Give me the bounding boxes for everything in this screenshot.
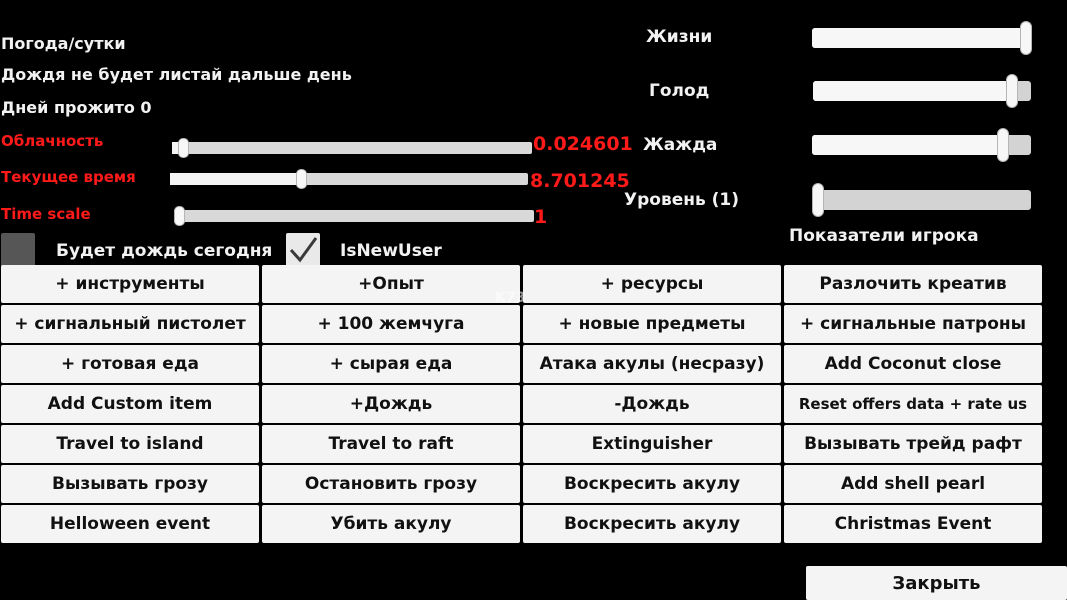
cloudiness-label: Облачность	[1, 132, 104, 150]
reset-offers-button[interactable]: Reset offers data + rate us	[784, 385, 1042, 423]
current-time-label: Текущее время	[1, 168, 136, 186]
stop-storm-button[interactable]: Остановить грозу	[262, 465, 520, 503]
player-stats-title: Показатели игрока	[789, 226, 979, 246]
add-shell-pearl-button[interactable]: Add shell pearl	[784, 465, 1042, 503]
travel-to-raft-button[interactable]: Travel to raft	[262, 425, 520, 463]
add-cooked-food-button[interactable]: + готовая еда	[1, 345, 259, 383]
health-bar-handle	[1020, 21, 1032, 55]
christmas-event-button[interactable]: Christmas Event	[784, 505, 1042, 543]
add-custom-item-button[interactable]: Add Custom item	[1, 385, 259, 423]
current-time-slider-handle[interactable]	[296, 169, 307, 189]
extinguisher-button[interactable]: Extinguisher	[523, 425, 781, 463]
call-storm-button[interactable]: Вызывать грозу	[1, 465, 259, 503]
weather-day-label: Погода/сутки	[1, 34, 126, 53]
hunger-bar	[813, 81, 1031, 101]
is-new-user-label: IsNewUser	[340, 241, 442, 261]
rain-today-label: Будет дождь сегодня	[56, 241, 273, 261]
rain-today-checkbox[interactable]	[1, 233, 35, 267]
add-new-items-button[interactable]: + новые предметы	[523, 305, 781, 343]
time-scale-label: Time scale	[1, 205, 91, 223]
checkmark-icon	[288, 235, 318, 265]
time-scale-slider[interactable]	[174, 210, 534, 222]
add-raw-food-button[interactable]: + сырая еда	[262, 345, 520, 383]
time-scale-value: 1	[534, 206, 548, 228]
add-tools-button[interactable]: + инструменты	[1, 265, 259, 303]
add-flare-ammo-button[interactable]: + сигнальные патроны	[784, 305, 1042, 343]
stat-label-health: Жизни	[646, 27, 713, 47]
stat-label-thirst: Жажда	[643, 135, 718, 155]
hunger-bar-handle	[1006, 74, 1018, 108]
stat-label-hunger: Голод	[649, 81, 710, 101]
close-button[interactable]: Закрыть	[806, 566, 1067, 600]
travel-to-island-button[interactable]: Travel to island	[1, 425, 259, 463]
remove-rain-button[interactable]: -Дождь	[523, 385, 781, 423]
rain-note-label: Дождя не будет листай дальше день	[1, 65, 352, 84]
cloudiness-slider[interactable]	[172, 142, 532, 154]
cloudiness-value: 0.024601	[533, 133, 633, 155]
add-100-pearls-button[interactable]: + 100 жемчуга	[262, 305, 520, 343]
add-flare-gun-button[interactable]: + сигнальный пистолет	[1, 305, 259, 343]
add-resources-button[interactable]: + ресурсы	[523, 265, 781, 303]
time-scale-slider-handle[interactable]	[174, 206, 185, 226]
level-bar-handle	[812, 183, 824, 217]
days-survived-label: Дней прожито 0	[1, 98, 152, 117]
watermark-logo: K73	[495, 290, 526, 306]
health-bar	[812, 28, 1030, 48]
add-xp-button[interactable]: +Опыт	[262, 265, 520, 303]
stat-label-level: Уровень (1)	[624, 190, 740, 210]
cheat-button-grid	[1, 265, 1042, 543]
is-new-user-checkbox[interactable]	[286, 233, 320, 267]
cloudiness-slider-handle[interactable]	[178, 138, 189, 158]
level-bar	[812, 190, 1031, 210]
add-coconut-close-button[interactable]: Add Coconut close	[784, 345, 1042, 383]
kill-shark-button[interactable]: Убить акулу	[262, 505, 520, 543]
revive-shark-button[interactable]: Воскресить акулу	[523, 465, 781, 503]
current-time-value: 8.701245	[530, 170, 630, 192]
thirst-bar	[812, 135, 1031, 155]
revive-shark-button-2[interactable]: Воскресить акулу	[523, 505, 781, 543]
shark-attack-button[interactable]: Атака акулы (несразу)	[523, 345, 781, 383]
unlock-creative-button[interactable]: Разлочить креатив	[784, 265, 1042, 303]
call-trade-raft-button[interactable]: Вызывать трейд рафт	[784, 425, 1042, 463]
helloween-event-button[interactable]: Helloween event	[1, 505, 259, 543]
current-time-slider[interactable]	[170, 173, 528, 185]
add-rain-button[interactable]: +Дождь	[262, 385, 520, 423]
thirst-bar-handle	[997, 128, 1009, 162]
